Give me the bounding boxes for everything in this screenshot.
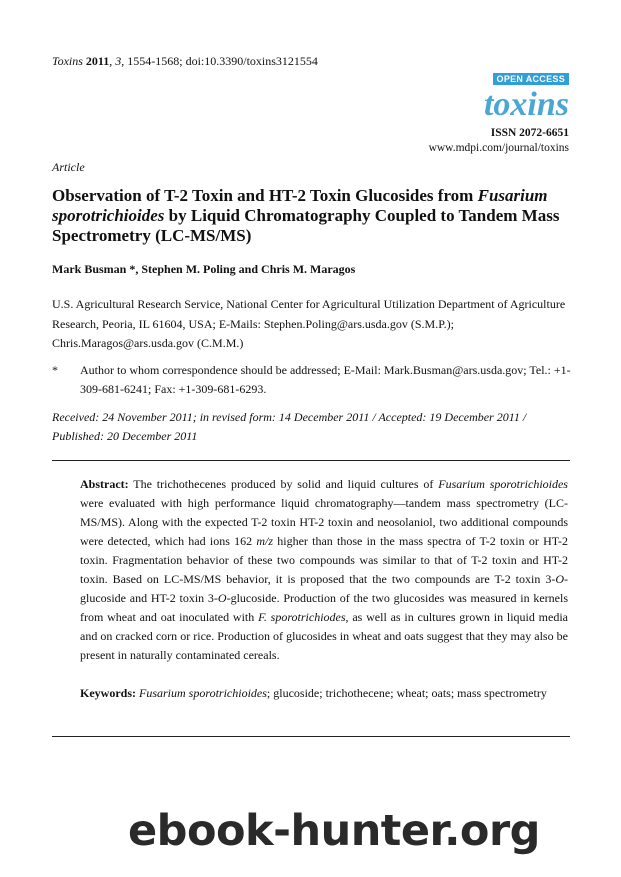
correspondence-text: Author to whom correspondence should be addressed; E-Mail: Mark.Busman@ars.usda.gov; Tel.: +1-309-681-6241; Fax: +1-309-681-6293. [80,363,571,396]
keyword-italic: Fusarium sporotrichioides [139,686,267,700]
abstract-italic: F. sporotrichiodes [258,610,346,624]
abstract-text: -glucoside and HT-2 toxin 3- [80,572,568,605]
abstract-text: were evaluated with high performance liquid chromatography—tandem mass spectrometry (LC-MS/MS). Along with the expected T-2 toxin HT-2 toxin and neosolaniol, two additional compounds were detected, which had ions 162 [80,496,568,548]
open-access-badge: OPEN ACCESS [493,73,569,85]
pages-doi: , 1554-1568; doi:10.3390/toxins3121554 [121,54,318,68]
bottom-divider [52,736,570,737]
journal-url[interactable]: www.mdpi.com/journal/toxins [428,142,569,154]
abstract-text: The trichothecenes produced by solid and liquid cultures of [128,477,439,491]
issn: ISSN 2072-6651 [490,127,569,139]
abstract-italic: Fusarium sporotrichioides [438,477,568,491]
journal-abbrev: Toxins [52,54,83,68]
title-part-1: Observation of T-2 Toxin and HT-2 Toxin Glucosides from [52,186,474,205]
volume: 3 [115,54,122,68]
title-part-2: by Liquid Chromatography Coupled to Tandem Mass Spectrometry (LC-MS/MS) [52,206,560,245]
abstract-text: , as well as in cultures grown in liquid media and on cracked corn or rice. Production of glucosides in wheat and oats suggest that they may also be present in naturally contaminated cereals. [80,610,568,662]
journal-logo: toxins [483,86,569,123]
abstract-italic: O [555,572,564,586]
author-list: Mark Busman *, Stephen M. Poling and Chris M. Maragos [52,262,356,276]
affiliation: U.S. Agricultural Research Service, National Center for Agricultural Utilization Department of Agriculture Research, Peoria, IL 61604, USA; E-Mails: Stephen.Poling@ars.usda.gov (S.M.P.); Chris.Maragos@ars.usda.gov (C.M.M.) [52,297,566,350]
abstract [80,475,568,665]
keywords-label: Keywords: [80,686,136,700]
correspondence [52,361,572,399]
keywords [80,684,568,703]
abstract-italic: m/z [256,534,274,548]
abstract-text: higher than those in the mass spectra of T-2 toxin or HT-2 toxin. Fragmentation behavior of these two compounds was similar to that of T-2 toxin and HT-2 toxin. Based on LC-MS/MS behavior, it is proposed that the two compounds are T-2 toxin 3- [80,534,568,586]
publication-dates: Received: 24 November 2011; in revised form: 14 December 2011 / Accepted: 19 December 2011 / Published: 20 December 2011 [52,410,527,443]
article-title [52,186,572,246]
watermark: ebook-hunter.org [128,806,540,856]
keyword-text: ; glucoside; trichothecene; wheat; oats; mass spectrometry [266,686,547,700]
title-italic: Fusarium sporotrichioides [52,186,548,225]
top-divider [52,460,570,461]
correspondence-marker: * [52,363,58,377]
year: 2011 [85,54,110,68]
abstract-label: Abstract: [80,477,129,491]
article-type: Article [52,160,85,174]
abstract-italic: O [217,591,227,605]
abstract-text: -glucoside. Production of the two glucosides was measured in kernels from wheat and oat inoculated with [80,591,568,624]
citation-line: Toxins 2011, 3, 1554-1568; doi:10.3390/toxins3121554 [52,54,318,68]
